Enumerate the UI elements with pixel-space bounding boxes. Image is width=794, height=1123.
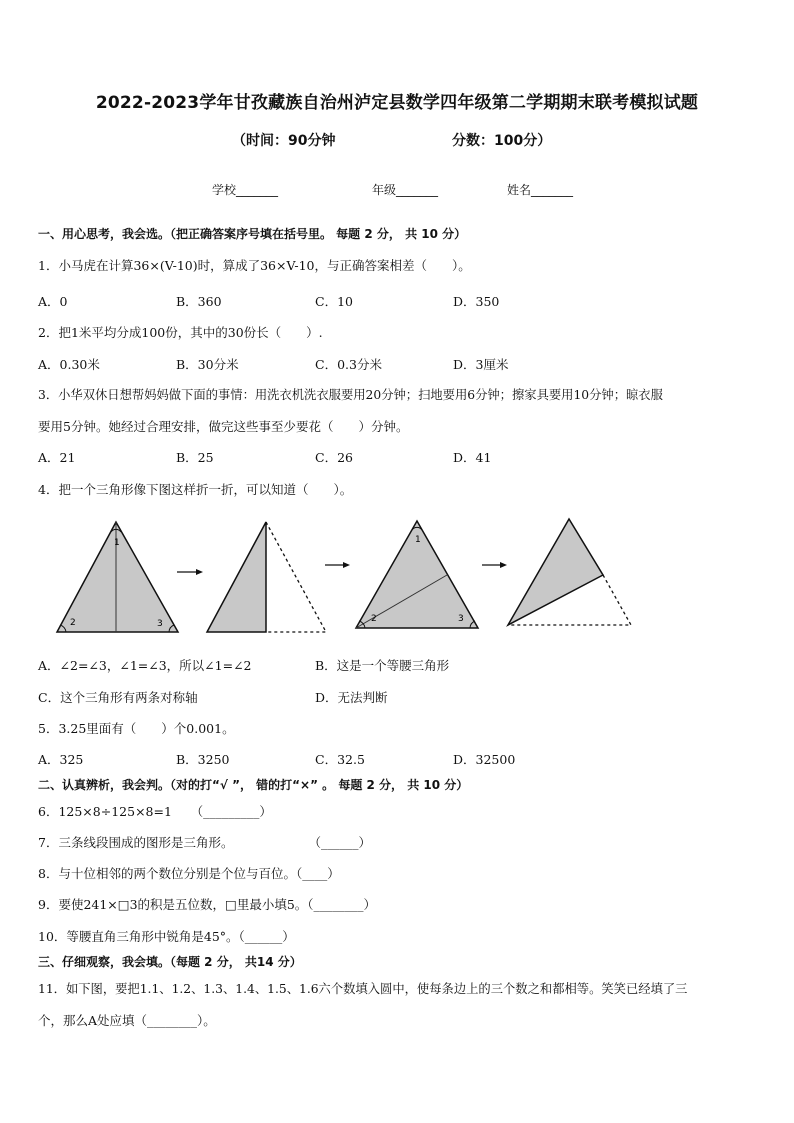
q5-option-d[interactable]: D．32500: [453, 752, 516, 767]
angle-label-3b: 3: [458, 614, 464, 624]
dashed-outline-1: [266, 522, 326, 632]
q3-option-c[interactable]: C．26: [315, 450, 353, 465]
q3-option-d[interactable]: D．41: [453, 450, 492, 465]
name-field[interactable]: 姓名_______: [507, 183, 574, 197]
grade-field[interactable]: 年级_______: [372, 183, 439, 197]
total-score: 分数：100分）: [452, 133, 552, 149]
q2-option-d[interactable]: D．3厘米: [453, 357, 509, 372]
q2-option-a[interactable]: A．0.30米: [38, 357, 100, 372]
q5-option-c[interactable]: C．32.5: [315, 752, 365, 767]
q2-option-c[interactable]: C．0.3分米: [315, 357, 382, 372]
q4-option-b[interactable]: B．这是一个等腰三角形: [315, 658, 450, 673]
time-limit: （时间：90分钟: [232, 133, 336, 149]
question-10: 10．等腰直角三角形中锐角是45°。（______）: [38, 929, 295, 944]
question-7: 7．三条线段围成的图形是三角形。 （______）: [38, 835, 371, 850]
q5-option-a[interactable]: A．325: [38, 752, 84, 767]
arrow-2-head: [343, 562, 350, 568]
folded-half-1: [207, 522, 266, 632]
question-9: 9．要使241×□3的积是五位数，□里最小填5。（________）: [38, 897, 377, 912]
triangle-folding-figure: [50, 515, 640, 640]
arrow-3-head: [500, 562, 507, 568]
question-11-line1: 11．如下图，要把1.1、1.2、1.3、1.4、1.5、1.6六个数填入圆中，使每条边上的三个数之和都相等。笑笑已经填了三: [38, 982, 688, 996]
question-11-line2: 个，那么A处应填（________）。: [38, 1013, 216, 1028]
arrow-1-head: [196, 569, 203, 575]
angle-label-1: 1: [114, 538, 120, 548]
q2-option-b[interactable]: B．30分米: [176, 357, 239, 372]
q4-option-d[interactable]: D．无法判断: [315, 690, 388, 705]
angle-label-1b: 1: [415, 535, 421, 545]
question-8: 8．与十位相邻的两个数位分别是个位与百位。（____）: [38, 866, 340, 881]
angle-label-2b: 2: [371, 614, 377, 624]
q4-option-a[interactable]: A．∠2=∠3，∠1=∠3，所以∠1=∠2: [38, 658, 252, 673]
q3-option-b[interactable]: B．25: [176, 450, 214, 465]
angle-label-2: 2: [70, 618, 76, 628]
q3-option-a[interactable]: A．21: [38, 450, 76, 465]
question-4: 4．把一个三角形像下图这样折一折，可以知道（ ）。: [38, 482, 353, 497]
question-3-line2: 要用5分钟。她经过合理安排，做完这些事至少要花（ ）分钟。: [38, 419, 409, 434]
school-field[interactable]: 学校_______: [212, 183, 279, 197]
folded-half-2: [508, 519, 603, 625]
q1-option-d[interactable]: D．350: [453, 294, 500, 309]
q4-option-c[interactable]: C．这个三角形有两条对称轴: [38, 690, 198, 705]
question-3-line1: 3．小华双休日想帮妈妈做下面的事情：用洗衣机洗衣服要用20分钟；扫地要用6分钟；擦家具要用10分钟；晾衣服: [38, 388, 663, 402]
question-6: 6．125×8÷125×8=1 （_________）: [38, 804, 272, 819]
q1-option-a[interactable]: A．0: [38, 294, 68, 309]
q1-option-b[interactable]: B．360: [176, 294, 222, 309]
angle-label-3: 3: [157, 619, 163, 629]
q5-option-b[interactable]: B．3250: [176, 752, 230, 767]
question-5: 5．3.25里面有（ ）个0.001。: [38, 721, 235, 736]
page-title: 2022-2023学年甘孜藏族自治州泸定县数学四年级第二学期期末联考模拟试题: [95, 93, 699, 113]
section3-heading: 三、仔细观察，我会填。（每题 2 分， 共14 分）: [38, 955, 302, 969]
question-1: 1．小马虎在计算36×(V-10)时，算成了36×V-10，与正确答案相差（ ）。: [38, 258, 471, 273]
section2-heading: 二、认真辨析，我会判。（对的打“√ ”， 错的打“×” 。 每题 2 分， 共 10 分）: [38, 778, 469, 792]
question-2: 2．把1米平均分成100份，其中的30份长（ ）.: [38, 325, 323, 340]
q1-option-c[interactable]: C．10: [315, 294, 353, 309]
section1-heading: 一、用心思考，我会选。（把正确答案序号填在括号里。 每题 2 分， 共 10 分）: [38, 227, 467, 241]
